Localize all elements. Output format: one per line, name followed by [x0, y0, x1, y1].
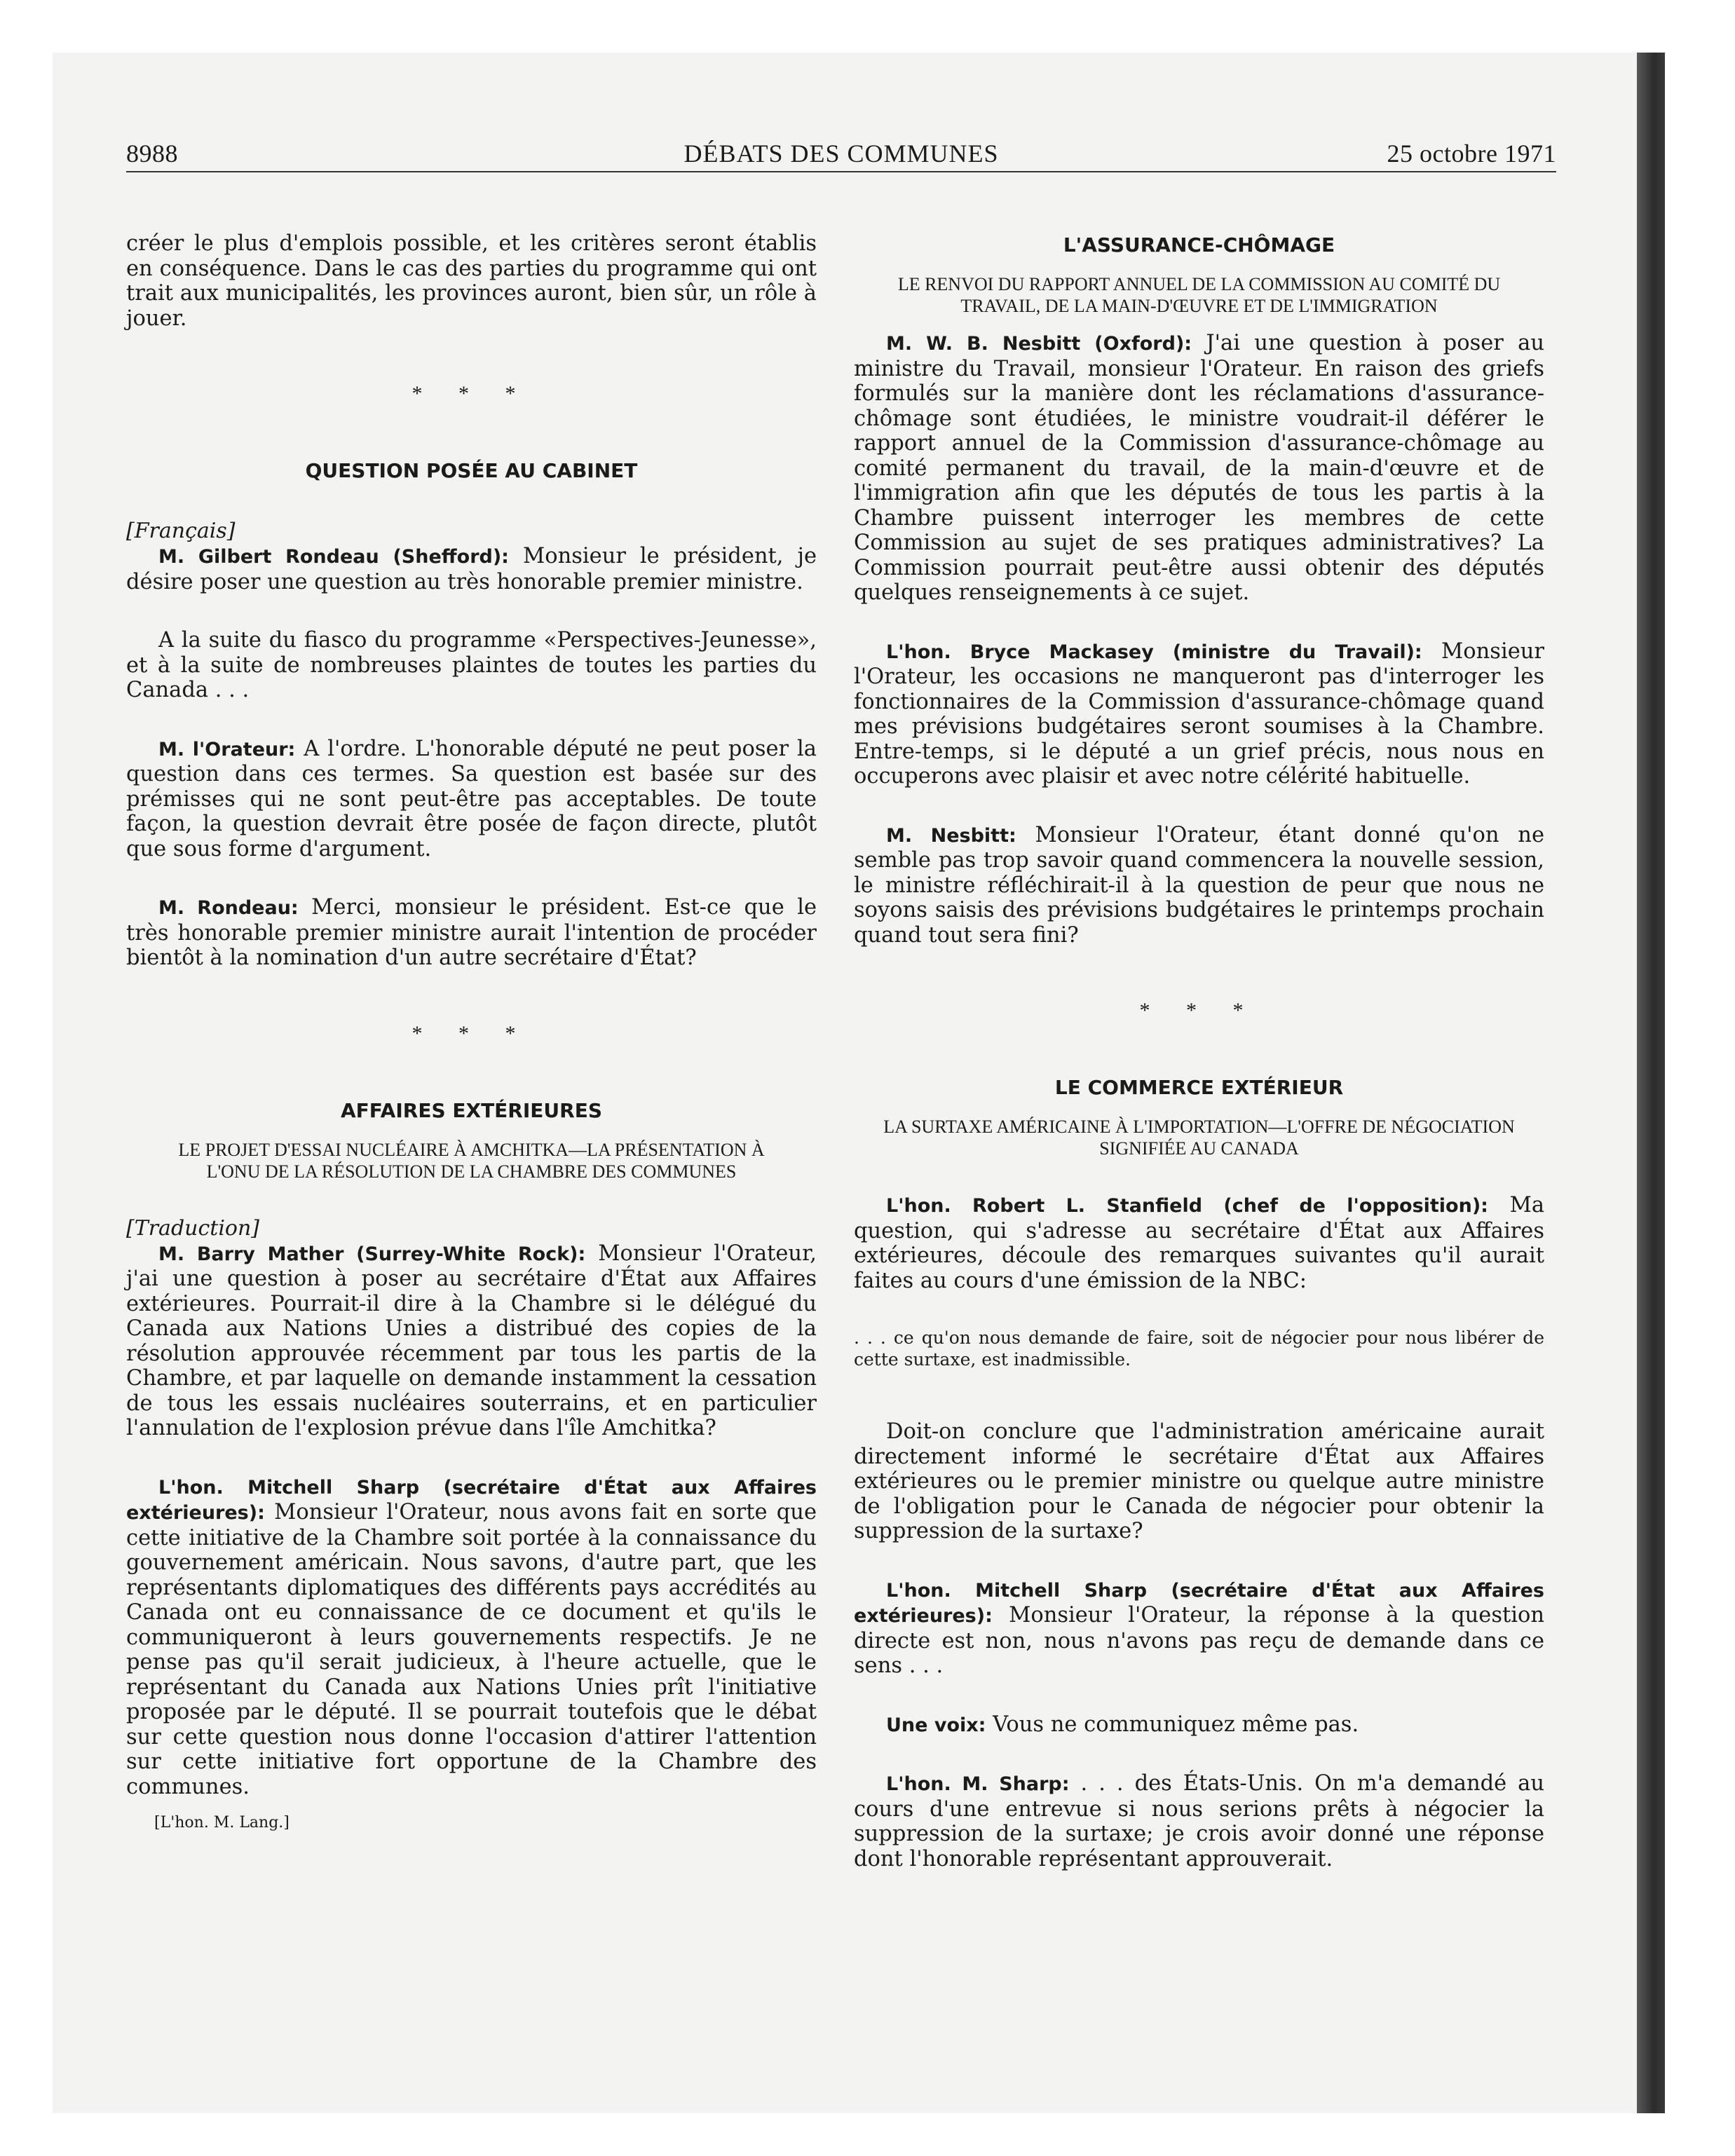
subheading-renvoi: LE RENVOI DU RAPPORT ANNUEL DE LA COMMISSION AU COMITÉ DU TRAVAIL, DE LA MAIN-D'ŒUVRE ET DE L'IMMIGRATION [897, 274, 1501, 316]
section-separator: * * * [411, 1021, 531, 1045]
binding-edge [1637, 53, 1665, 2113]
speech-text: Vous ne communiquez même pas. [986, 1712, 1359, 1737]
block-quote: . . . ce qu'on nous demande de faire, soit de négocier pour nous libérer de cette surtaxe, est inadmissible. [854, 1328, 1544, 1370]
speech-text: J'ai une question à poser au ministre du Travail, monsieur l'Orateur. En raison des griefs formulés sur la manière dont les réclamations d'assurance-chômage sont étudiées, le ministre voudrait-il déférer le rapport annuel de la Commission d'assurance-chômage au comité permanent du travail, de la main-d'œuvre et de l'immigration afin que les députés de tous les partis à la Chambre puissent interroger les membres de cette Commission au sujet de ses pratiques administratives? La Commission pourrait peut-être aussi obtenir des députés quelques renseignements à ce sujet. [854, 331, 1545, 605]
speaker-name: L'hon. Mitchell Sharp (secrétaire d'État aux Affaires extérieures): [854, 1579, 1544, 1627]
speaker-name: M. Nesbitt: [886, 824, 1016, 847]
paragraph-intro: créer le plus d'emplois possible, et les critères seront établis en conséquence. Dans le cas des parties du programme qui ont trait aux municipalités, les provinces auront, bien sûr, un rôle à jouer. [126, 231, 817, 331]
speech-text: Monsieur l'Orateur, les occasions ne manqueront pas d'interroger les fonctionnaires de la Commission d'assurance-chômage quand mes prévisions budgétaires seront soumises à la Chambre. Entre-temps, si le député a un grief précis, nous nous en occuperons avec plaisir et avec notre célérité habituelle. [854, 639, 1544, 789]
footnote-speaker: [L'hon. M. Lang.] [154, 1814, 290, 1831]
speech-text: Monsieur l'Orateur, la réponse à la question directe est non, nous n'avons pas reçu de demande dans ce sens . . . [854, 1603, 1544, 1678]
section-heading-assurance: L'ASSURANCE-CHÔMAGE [1063, 233, 1335, 257]
page-date: 25 octobre 1971 [1387, 139, 1556, 168]
speech-text: Merci, monsieur le président. Est-ce que le très honorable premier ministre aurait l'intention de procéder bientôt à la nomination d'un autre secrétaire d'État? [126, 895, 817, 970]
speaker-name: M. Rondeau: [158, 897, 299, 919]
section-separator: * * * [1139, 999, 1259, 1022]
speech-mather [126, 1241, 817, 1441]
speech-voix [854, 1712, 1544, 1738]
speech-rondeau-1-continued: A la suite du fiasco du programme «Perspectives-Jeunesse», et à la suite de nombreuses plaintes de toutes les parties du Canada . . . [126, 628, 817, 702]
speech-text: Monsieur l'Orateur, j'ai une question à poser au secrétaire d'État aux Affaires extérieures. Pourrait-il dire à la Chambre si le délégué du Canada aux Nations Unies a distribué des copies de la résolution approuvée récemment par tous les partis de la Chambre, et par laquelle on demande instamment la cessation de tous les essais nucléaires souterrains, et en particulier l'annulation de l'explosion prévue dans l'île Amchitka? [126, 1241, 817, 1440]
speech-nesbitt-1 [854, 331, 1544, 606]
speech-text: Monsieur l'Orateur, étant donné qu'on ne semble pas trop savoir quand commencera la nouvelle session, le ministre réfléchirait-il à la question de peur que nous ne soyons saisis des prévisions budgétaires le printemps prochain quand tout sera fini? [854, 822, 1544, 948]
speech-mackasey [854, 639, 1544, 789]
speaker-name: M. Gilbert Rondeau (Shefford): [158, 546, 509, 568]
page-number: 8988 [126, 139, 178, 168]
speaker-name: L'hon. Bryce Mackasey (ministre du Travail): [886, 641, 1422, 663]
left-column [126, 231, 817, 1833]
speech-rondeau-2 [126, 895, 817, 971]
speech-stanfield [854, 1193, 1544, 1293]
speaker-name: M. W. B. Nesbitt (Oxford): [886, 333, 1192, 355]
header-rule [126, 171, 1556, 172]
speech-sharp-1 [126, 1475, 817, 1800]
language-tag-traduction: [Traduction] [126, 1215, 260, 1241]
speech-text: . . . des États-Unis. On m'a demandé au cours d'une entrevue si nous serions prêts à négocier la suppression de la surtaxe; je crois avoir donné une réponse dont l'honorable représentant approuverait. [854, 1771, 1544, 1871]
speaker-name: L'hon. Robert L. Stanfield (chef de l'opposition): [886, 1195, 1488, 1217]
speaker-name: M. l'Orateur: [158, 738, 296, 760]
speaker-name: L'hon. M. Sharp: [886, 1773, 1070, 1795]
section-heading-commerce: LE COMMERCE EXTÉRIEUR [1054, 1076, 1344, 1099]
speech-rondeau-1 [126, 544, 817, 594]
speech-nesbitt-2 [854, 823, 1544, 948]
speech-text: A l'ordre. L'honorable député ne peut poser la question dans ces termes. Sa question est basée sur des prémisses qui ne sont peut-être pas acceptables. De toute façon, la question devrait être posée de façon directe, plutôt que sous forme d'argument. [126, 736, 817, 861]
speech-stanfield-continued: Doit-on conclure que l'administration américaine aurait directement informé le secrétaire d'État aux Affaires extérieures ou le premier ministre ou quelque autre ministre de l'obligation pour le Canada de négocier pour obtenir la suppression de la surtaxe? [854, 1419, 1544, 1543]
speaker-name: L'hon. Mitchell Sharp (secrétaire d'État aux Affaires extérieures): [126, 1476, 817, 1524]
speech-orateur [126, 737, 817, 862]
speaker-name: Une voix: [886, 1714, 986, 1736]
speaker-name: M. Barry Mather (Surrey-White Rock): [158, 1243, 586, 1265]
speech-sharp-3 [854, 1771, 1544, 1871]
right-column [854, 231, 1544, 1871]
section-heading-affaires: AFFAIRES EXTÉRIEURES [340, 1098, 603, 1122]
subheading-amchitka: LE PROJET D'ESSAI NUCLÉAIRE À AMCHITKA—LA PRÉSENTATION À L'ONU DE LA RÉSOLUTION DE LA CHAMBRE DES COMMUNES [178, 1139, 765, 1182]
speech-text: Monsieur le président, je désire poser une question au très honorable premier ministre. [126, 544, 817, 594]
subheading-surtaxe: LA SURTAXE AMÉRICAINE À L'IMPORTATION—L'OFFRE DE NÉGOCIATION SIGNIFIÉE AU CANADA [883, 1117, 1515, 1159]
speech-sharp-2 [854, 1578, 1544, 1679]
page-header [126, 139, 1556, 174]
section-separator: * * * [411, 382, 531, 405]
page-title: DÉBATS DES COMMUNES [683, 139, 999, 168]
speech-text: Ma question, qui s'adresse au secrétaire d'État aux Affaires extérieures, découle des remarques suivantes qu'il aurait faites au cours d'une émission de la NBC: [854, 1193, 1545, 1293]
speech-text: Monsieur l'Orateur, nous avons fait en sorte que cette initiative de la Chambre soit portée à la connaissance du gouvernement américain. Nous savons, d'autre part, que les représentants diplomatiques des différents pays accrédités au Canada ont eu connaissance de ce document et qu'ils le communiqueront à leurs gouvernements respectifs. Je ne pense pas qu'il serait judicieux, à l'heure actuelle, que le représentant du Canada aux Nations Unies prît l'initiative proposée par le député. Il se pourrait toutefois que le débat sur cette question nous donne l'occasion d'attirer l'attention sur cette initiative fort opportune de la Chambre des communes. [126, 1500, 817, 1799]
language-tag-francais: [Français] [126, 519, 236, 543]
section-heading-cabinet: QUESTION POSÉE AU CABINET [305, 459, 638, 482]
